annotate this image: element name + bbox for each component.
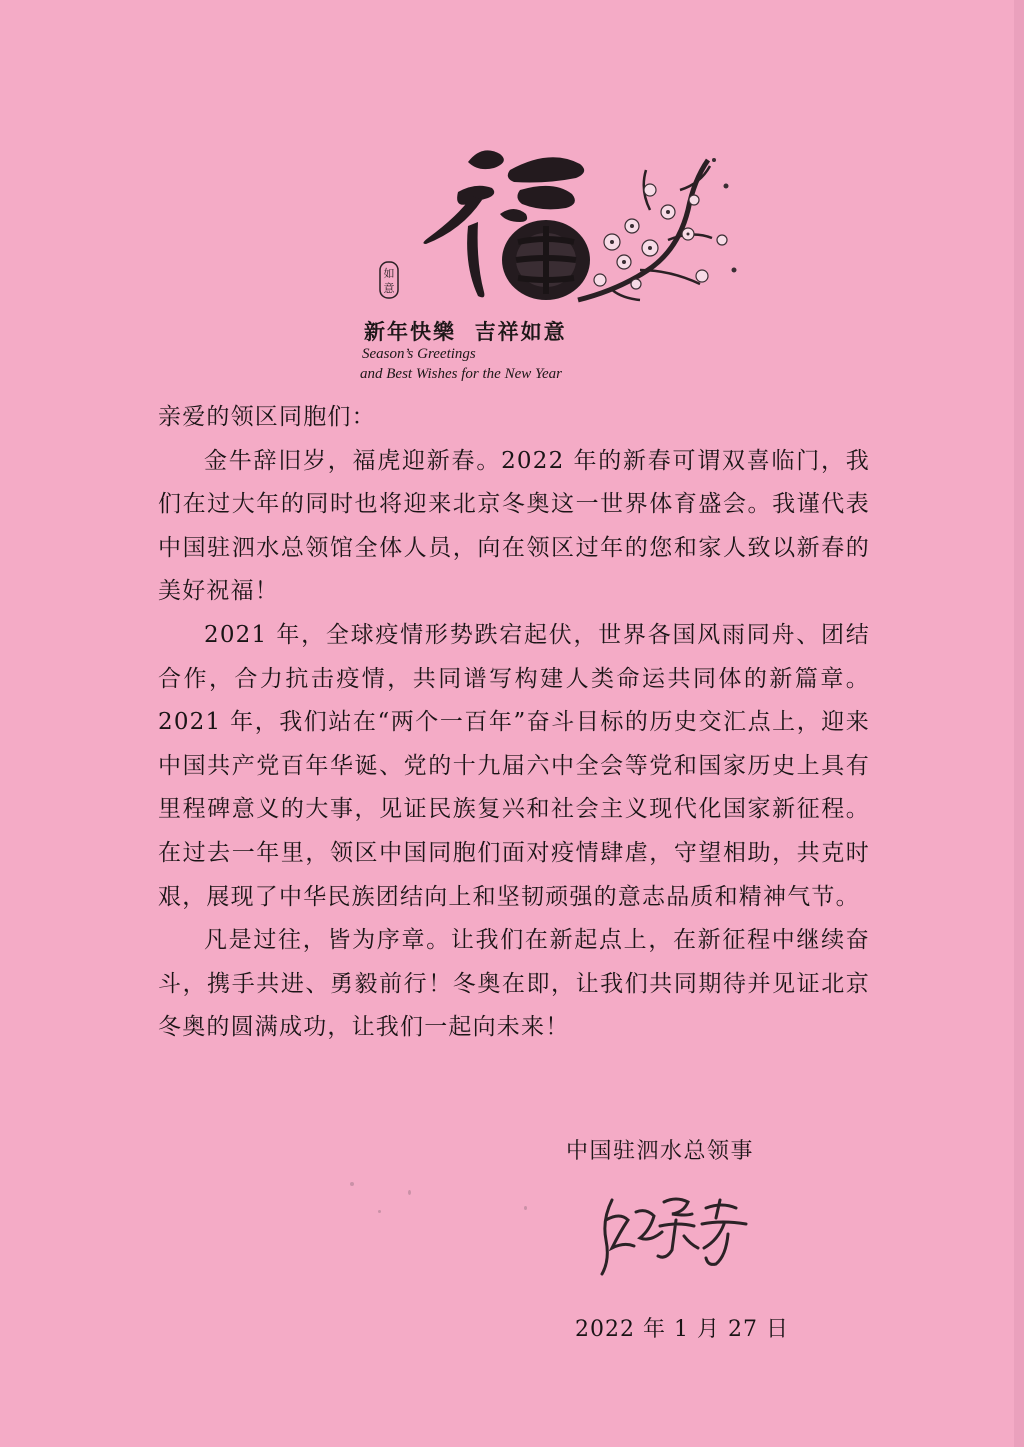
paper-speck — [378, 1210, 381, 1213]
paper-speck — [524, 1206, 527, 1210]
svg-text:如: 如 — [383, 267, 395, 280]
fu-character-icon — [423, 150, 590, 300]
paper-speck — [350, 1182, 354, 1186]
greeting-card-header — [350, 130, 750, 390]
greeting-english-line1: Season’s Greetings — [362, 346, 476, 362]
letter-date: 2022 年 1 月 27 日 — [575, 1317, 789, 1342]
plum-blossom-icon — [578, 158, 737, 300]
handwritten-signature — [594, 1190, 764, 1280]
paper-speck — [408, 1190, 411, 1195]
paper-edge — [1014, 0, 1024, 1447]
fu-plum-blossom-art — [350, 130, 750, 320]
seal-stamp — [380, 262, 398, 298]
greeting-english — [362, 344, 562, 384]
greeting-english-line2: and Best Wishes for the New Year — [360, 366, 562, 382]
paragraph: 凡是过往，皆为序章。让我们在新起点上，在新征程中继续奋斗，携手共进、勇毅前行！冬奥在即，让我们共同期待并见证北京冬奥的圆满成功，让我们一起向未来！ — [158, 927, 870, 1041]
letter-body — [158, 396, 870, 1050]
greeting-chinese: 新年快樂 吉祥如意 — [364, 320, 567, 344]
signer-title: 中国驻泗水总领事 — [566, 1139, 755, 1164]
salutation: 亲爱的领区同胞们： — [158, 404, 376, 430]
paragraph: 金牛辞旧岁，福虎迎新春。2022 年的新春可谓双喜临门，我们在过大年的同时也将迎来北京冬奥这一世界体育盛会。我谨代表中国驻泗水总领馆全体人员，向在领区过年的您和家人致以新春的美好祝福！ — [158, 447, 870, 605]
paragraph: 2021 年，全球疫情形势跌宕起伏，世界各国风雨同舟、团结合作，合力抗击疫情，共同谱写构建人类命运共同体的新篇章。2021 年，我们站在“两个一百年”奋斗目标的历史交汇点上，迎来中国共产党百年华诞、党的十九届六中全会等党和国家历史上具有里程碑意义的大事，见证民族复兴和社会主义现代化国家新征程。在过去一年里，领区中国同胞们面对疫情肆虐，守望相助，共克时艰，展现了中华民族团结向上和坚韧顽强的意志品质和精神气节。 — [158, 621, 870, 910]
svg-text:意: 意 — [383, 282, 395, 295]
